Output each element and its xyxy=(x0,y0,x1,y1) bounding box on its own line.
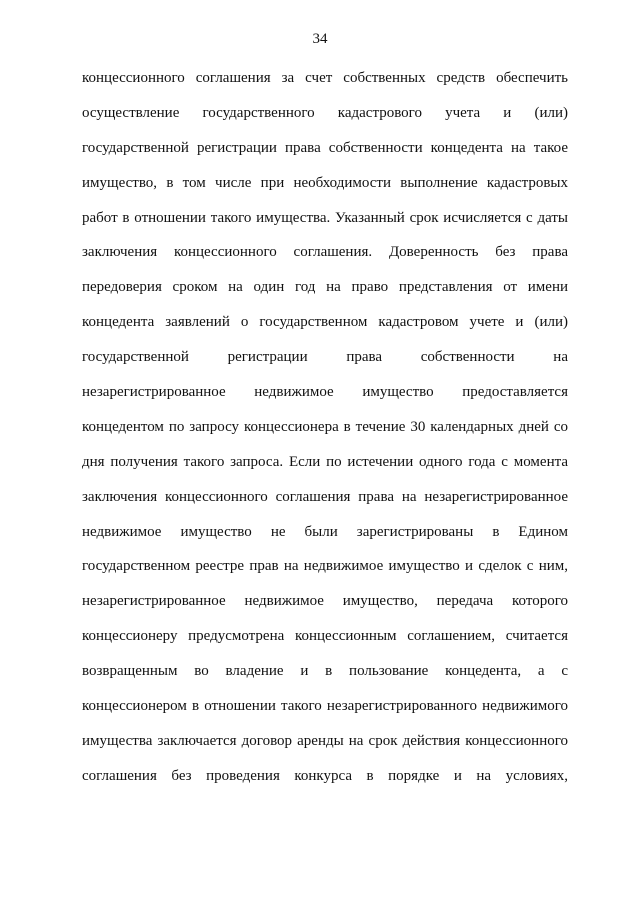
document-body-text xyxy=(82,61,568,794)
text-line: концессионеру предусмотрена концессионным соглашением, считается xyxy=(82,628,568,645)
text-line: имущество, в том числе при необходимости выполнение кадастровых xyxy=(82,174,568,191)
text-line: государственной регистрации права собственности концедента на такое xyxy=(82,139,568,156)
text-line: государственной регистрации права собственности на xyxy=(82,349,568,366)
text-line: концедентом по запросу концессионера в течение 30 календарных дней со xyxy=(82,418,568,435)
text-line: дня получения такого запроса. Если по истечении одного года с момента xyxy=(82,453,568,470)
text-line: возвращенным во владение и в пользование концедента, а с xyxy=(82,663,568,680)
text-line: соглашения без проведения конкурса в порядке и на условиях, xyxy=(82,767,568,784)
text-line: заключения концессионного соглашения. Доверенность без права xyxy=(82,244,568,261)
text-line: осуществление государственного кадастрового учета и (или) xyxy=(82,104,568,121)
text-line: незарегистрированное недвижимое имущество, передача которого xyxy=(82,593,568,610)
text-line: концессионного соглашения за счет собственных средств обеспечить xyxy=(82,70,568,86)
text-line: недвижимое имущество не были зарегистрированы в Едином xyxy=(82,523,568,540)
text-line: передоверия сроком на один год на право представления от имени xyxy=(82,279,568,296)
text-line: государственном реестре прав на недвижимое имущество и сделок с ним, xyxy=(82,558,568,575)
text-line: незарегистрированное недвижимое имущество предоставляется xyxy=(82,384,568,401)
text-line: имущества заключается договор аренды на срок действия концессионного xyxy=(82,732,568,749)
text-line: заключения концессионного соглашения права на незарегистрированное xyxy=(82,488,568,505)
text-line: концедента заявлений о государственном кадастровом учете и (или) xyxy=(82,314,568,331)
text-line: концессионером в отношении такого незарегистрированного недвижимого xyxy=(82,698,568,715)
page-number: 34 xyxy=(312,31,328,47)
text-line: работ в отношении такого имущества. Указанный срок исчисляется с даты xyxy=(82,209,568,226)
